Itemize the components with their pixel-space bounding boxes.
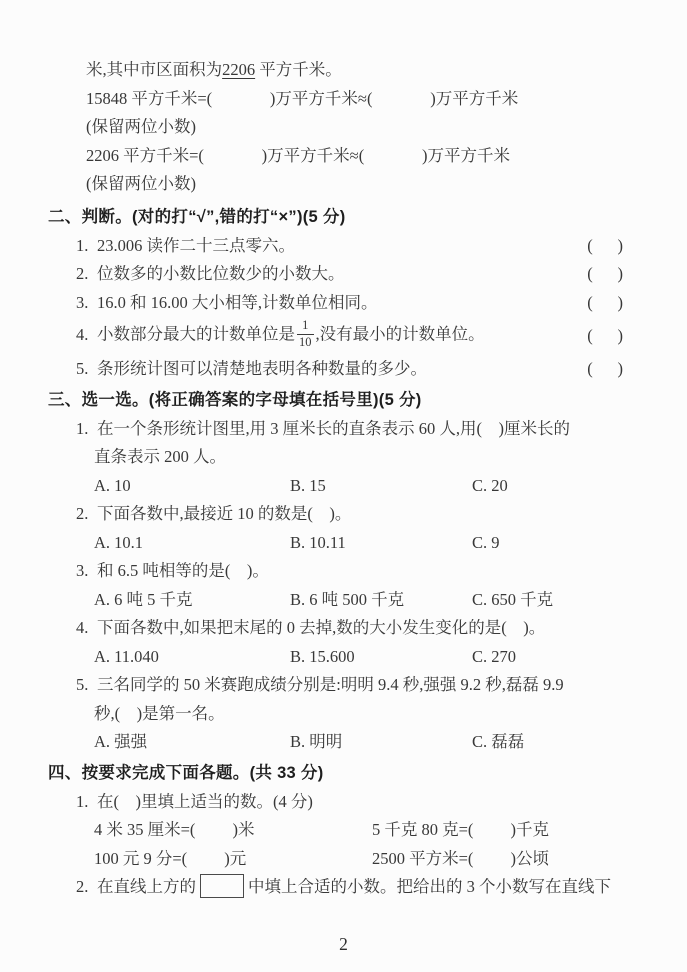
item-text: 16.0 和 16.00 大小相等,计数单位相同。 (97, 292, 378, 312)
section-multiple-choice (48, 386, 687, 757)
number-line-item (76, 873, 687, 902)
item-number: 4. (76, 324, 89, 344)
judgment-item (76, 232, 687, 261)
item-text: 中填上合适的小数。把给出的 3 个小数写在直线下 (248, 877, 611, 896)
item-stem (76, 614, 687, 643)
rounding-note: (保留两位小数) (86, 117, 196, 136)
option-c: C. 20 (472, 475, 508, 495)
item-text: 小数部分最大的计数单位是 (97, 324, 295, 344)
answer-brackets: ( ) (587, 292, 623, 312)
item-number: 5. (76, 675, 89, 694)
item-number: 5. (76, 359, 89, 378)
conversion-blank: 4 米 35 厘米=( )米 (94, 820, 255, 839)
item-number: 2. (76, 504, 89, 523)
text-segment: 平方千米。 (255, 60, 342, 79)
option-c: C. 磊磊 (472, 732, 525, 751)
item-text: 三名同学的 50 米赛跑成绩分别是:明明 9.4 秒,强强 9.2 秒,磊磊 9.9 (97, 675, 564, 694)
text-line (86, 56, 687, 85)
options-row (94, 586, 687, 615)
fraction-numerator: 1 (302, 318, 309, 333)
section-heading: 四、按要求完成下面各题。(共 33 分) (48, 763, 324, 782)
option-a: A. 强强 (94, 732, 148, 751)
option-a: A. 11.040 (94, 646, 159, 666)
item-number: 4. (76, 618, 89, 637)
option-b: B. 明明 (290, 732, 343, 751)
option-b: B. 15.600 (290, 646, 355, 666)
options-row (94, 643, 687, 672)
item-number: 2. (76, 877, 89, 896)
item-number: 3. (76, 561, 89, 580)
choice-item (48, 415, 687, 501)
item-stem (76, 557, 687, 586)
options-row (94, 529, 687, 558)
fill-in-item (48, 788, 687, 874)
choice-item (48, 500, 687, 557)
item-text: 在直线上方的 (97, 877, 196, 896)
option-b: B. 15 (290, 475, 326, 495)
underlined-value: 2206 (222, 60, 256, 79)
option-c: C. 270 (472, 646, 517, 666)
item-number: 1. (76, 791, 89, 811)
fraction (297, 319, 314, 350)
conversion-blank: 5 千克 80 克=( )千克 (372, 820, 550, 839)
conversion-blank: 2500 平方米=( )公顷 (372, 848, 550, 868)
text-segment: 米,其中市区面积为 (86, 60, 223, 79)
item-number: 3. (76, 292, 89, 312)
item-stem (76, 289, 587, 318)
item-stem (76, 500, 687, 529)
item-stem (76, 788, 687, 817)
section-heading: 二、判断。(对的打“√”,错的打“×”)(5 分) (48, 207, 346, 226)
conversion-blank-line: 15848 平方千米=( )万平方千米≈( )万平方千米 (86, 88, 519, 108)
rounding-note: (保留两位小数) (86, 174, 196, 193)
page-number: 2 (339, 934, 348, 954)
item-text: 和 6.5 吨相等的是( )。 (97, 561, 269, 580)
section-completion (48, 759, 687, 902)
option-b: B. 10.11 (290, 532, 346, 552)
fraction-denominator: 10 (299, 335, 312, 349)
fill-blank-box (200, 874, 244, 898)
item-stem (76, 232, 587, 261)
item-text: 在一个条形统计图里,用 3 厘米长的直条表示 60 人,用( )厘米长的 (97, 418, 570, 438)
section-heading: 三、选一选。(将正确答案的字母填在括号里)(5 分) (48, 390, 422, 409)
option-a: A. 10.1 (94, 532, 144, 552)
option-b: B. 6 吨 500 千克 (290, 589, 405, 609)
section-judgment (48, 203, 687, 384)
option-c: C. 9 (472, 532, 500, 552)
item-number: 1. (76, 235, 89, 255)
item-number: 1. (76, 418, 89, 438)
item-stem (76, 319, 587, 353)
conversion-blank-line: 2206 平方千米=( )万平方千米≈( )万平方千米 (86, 145, 510, 165)
judgment-item (76, 289, 687, 318)
judgment-item (76, 317, 687, 355)
conversion-row (94, 845, 687, 874)
conversion-row (94, 816, 687, 845)
judgment-item (76, 355, 687, 384)
option-a: A. 6 吨 5 千克 (94, 589, 193, 609)
item-text: 下面各数中,最接近 10 的数是( )。 (97, 504, 352, 523)
item-text: 23.006 读作二十三点零六。 (97, 235, 295, 255)
item-stem (76, 260, 587, 289)
question-1-continuation (48, 56, 687, 199)
choice-item (48, 557, 687, 614)
options-row (94, 472, 687, 501)
item-number: 2. (76, 264, 89, 283)
item-text: ,没有最小的计数单位。 (315, 324, 485, 344)
item-stem-wrap: 直条表示 200 人。 (94, 447, 226, 466)
option-a: A. 10 (94, 475, 131, 495)
options-row (94, 728, 687, 757)
item-text: 在( )里填上适当的数。(4 分) (97, 791, 313, 811)
choice-item (48, 671, 687, 757)
answer-brackets: ( ) (587, 264, 623, 283)
item-text: 条形统计图可以清楚地表明各种数量的多少。 (97, 359, 427, 378)
answer-brackets: ( ) (587, 325, 623, 345)
item-stem-wrap: 秒,( )是第一名。 (94, 703, 225, 723)
answer-brackets: ( ) (587, 235, 623, 255)
item-stem (76, 671, 687, 700)
item-stem (76, 355, 587, 384)
judgment-item (76, 260, 687, 289)
item-text: 下面各数中,如果把末尾的 0 去掉,数的大小发生变化的是( )。 (97, 618, 546, 637)
conversion-blank: 100 元 9 分=( )元 (94, 848, 247, 868)
option-c: C. 650 千克 (472, 589, 554, 609)
item-text: 位数多的小数比位数少的小数大。 (97, 264, 345, 283)
choice-item (48, 614, 687, 671)
answer-brackets: ( ) (587, 359, 623, 378)
item-stem (76, 415, 687, 444)
